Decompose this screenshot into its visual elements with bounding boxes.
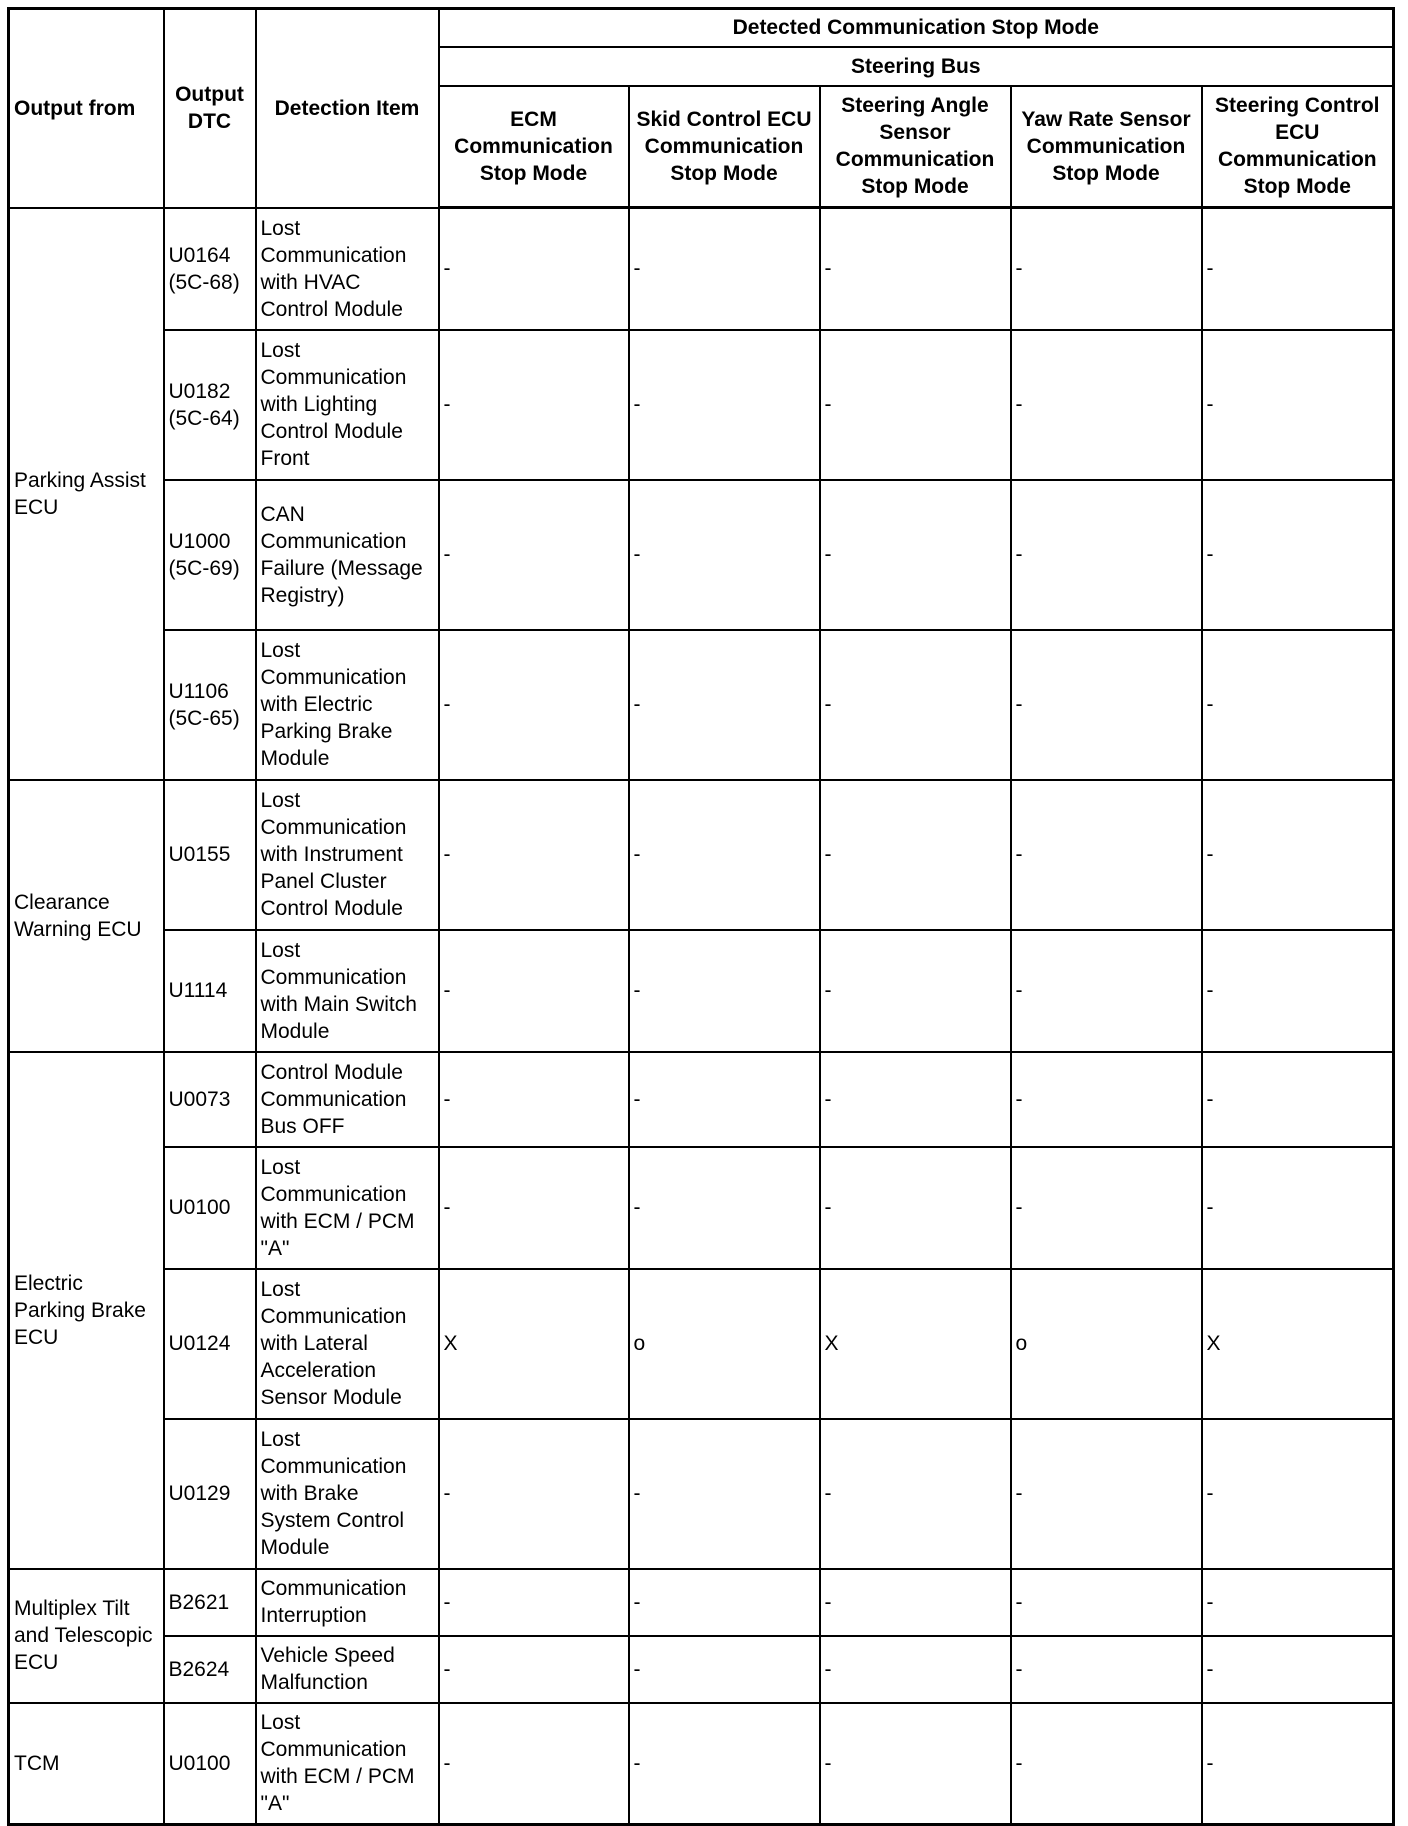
dtc-cell: B2624: [164, 1636, 256, 1703]
mode-value-cell: -: [629, 1703, 820, 1825]
mode-value-cell: -: [439, 930, 629, 1052]
table-row: [9, 630, 1394, 780]
dtc-cell: U0164 (5C-68): [164, 208, 256, 330]
dtc-cell: U0100: [164, 1147, 256, 1269]
mode-value-cell: -: [1011, 1636, 1202, 1703]
mode-value-cell: -: [820, 208, 1011, 330]
mode-value-cell: -: [820, 480, 1011, 630]
dtc-cell: U1114: [164, 930, 256, 1052]
table-row: [9, 1147, 1394, 1269]
mode-value-cell: -: [439, 208, 629, 330]
mode-value-cell: -: [629, 1636, 820, 1703]
detection-item-cell: CAN Communication Failure (Message Registry): [256, 480, 439, 630]
group-clearance-warning-ecu: Clearance Warning ECU: [9, 780, 164, 1052]
mode-value-cell: -: [1202, 780, 1394, 930]
header-mode-steering-angle: Steering Angle Sensor Communication Stop Mode: [820, 86, 1011, 208]
mode-value-cell: -: [439, 1147, 629, 1269]
mode-value-cell: -: [820, 1569, 1011, 1636]
mode-value-cell: -: [439, 1419, 629, 1569]
group-multiplex-tilt-telescopic-ecu: Multiplex Tilt and Telescopic ECU: [9, 1569, 164, 1703]
mode-value-cell: -: [1011, 930, 1202, 1052]
dtc-cell: U0155: [164, 780, 256, 930]
mode-value-cell: o: [1011, 1269, 1202, 1419]
mode-value-cell: -: [629, 930, 820, 1052]
dtc-cell: B2621: [164, 1569, 256, 1636]
dtc-cell: U1000 (5C-69): [164, 480, 256, 630]
table-row: [9, 480, 1394, 630]
mode-value-cell: -: [1011, 1419, 1202, 1569]
mode-value-cell: -: [439, 480, 629, 630]
mode-value-cell: -: [439, 1636, 629, 1703]
mode-value-cell: -: [1011, 480, 1202, 630]
mode-value-cell: o: [629, 1269, 820, 1419]
mode-value-cell: -: [1202, 480, 1394, 630]
detection-item-cell: Lost Communication with Lighting Control Module Front: [256, 330, 439, 480]
header-detection-item: Detection Item: [256, 9, 439, 208]
mode-value-cell: -: [820, 330, 1011, 480]
mode-value-cell: -: [439, 1703, 629, 1825]
table-row: [9, 1269, 1394, 1419]
mode-value-cell: -: [629, 1419, 820, 1569]
mode-value-cell: -: [1202, 208, 1394, 330]
mode-value-cell: -: [439, 630, 629, 780]
mode-value-cell: -: [629, 630, 820, 780]
mode-value-cell: -: [1011, 208, 1202, 330]
detection-item-cell: Lost Communication with Main Switch Module: [256, 930, 439, 1052]
mode-value-cell: -: [1011, 330, 1202, 480]
detection-item-cell: Lost Communication with ECM / PCM "A": [256, 1147, 439, 1269]
dtc-cell: U0100: [164, 1703, 256, 1825]
mode-value-cell: -: [1202, 1419, 1394, 1569]
table-row: [9, 1052, 1394, 1147]
table-row: [9, 930, 1394, 1052]
mode-value-cell: -: [1202, 630, 1394, 780]
mode-value-cell: X: [439, 1269, 629, 1419]
detection-item-cell: Vehicle Speed Malfunction: [256, 1636, 439, 1703]
mode-value-cell: -: [1011, 630, 1202, 780]
mode-value-cell: -: [1202, 330, 1394, 480]
mode-value-cell: -: [820, 780, 1011, 930]
mode-value-cell: -: [820, 1147, 1011, 1269]
dtc-cell: U0073: [164, 1052, 256, 1147]
header-mode-steering-control: Steering Control ECU Communication Stop Mode: [1202, 86, 1394, 208]
mode-value-cell: -: [629, 480, 820, 630]
detection-item-cell: Control Module Communication Bus OFF: [256, 1052, 439, 1147]
mode-value-cell: -: [1011, 1703, 1202, 1825]
mode-value-cell: X: [820, 1269, 1011, 1419]
mode-value-cell: -: [439, 330, 629, 480]
dtc-cell: U0182 (5C-64): [164, 330, 256, 480]
group-tcm: TCM: [9, 1703, 164, 1825]
header-output-from: Output from: [9, 9, 164, 208]
mode-value-cell: -: [629, 330, 820, 480]
mode-value-cell: -: [439, 1569, 629, 1636]
dtc-cell: U0129: [164, 1419, 256, 1569]
table-row: [9, 1703, 1394, 1825]
mode-value-cell: -: [1202, 1569, 1394, 1636]
dtc-cell: U0124: [164, 1269, 256, 1419]
detection-item-cell: Lost Communication with Electric Parking Brake Module: [256, 630, 439, 780]
dtc-cell: U1106 (5C-65): [164, 630, 256, 780]
mode-value-cell: -: [1202, 1703, 1394, 1825]
detection-item-cell: Communication Interruption: [256, 1569, 439, 1636]
detection-item-cell: Lost Communication with Instrument Panel Cluster Control Module: [256, 780, 439, 930]
mode-value-cell: -: [820, 1636, 1011, 1703]
mode-value-cell: -: [1202, 930, 1394, 1052]
detection-item-cell: Lost Communication with Brake System Control Module: [256, 1419, 439, 1569]
mode-value-cell: -: [1011, 780, 1202, 930]
header-mode-skid-control: Skid Control ECU Communication Stop Mode: [629, 86, 820, 208]
detection-item-cell: Lost Communication with HVAC Control Module: [256, 208, 439, 330]
table-row: [9, 208, 1394, 330]
group-parking-assist-ecu: Parking Assist ECU: [9, 208, 164, 780]
mode-value-cell: -: [820, 930, 1011, 1052]
mode-value-cell: X: [1202, 1269, 1394, 1419]
header-mode-ecm: ECM Communication Stop Mode: [439, 86, 629, 208]
mode-value-cell: -: [1202, 1636, 1394, 1703]
mode-value-cell: -: [629, 780, 820, 930]
mode-value-cell: -: [820, 1419, 1011, 1569]
mode-value-cell: -: [820, 1703, 1011, 1825]
table-row: [9, 330, 1394, 480]
header-output-dtc: Output DTC: [164, 9, 256, 208]
header-detected-mode: Detected Communication Stop Mode: [439, 9, 1394, 47]
mode-value-cell: -: [439, 1052, 629, 1147]
mode-value-cell: -: [1202, 1052, 1394, 1147]
mode-value-cell: -: [629, 208, 820, 330]
header-steering-bus: Steering Bus: [439, 47, 1394, 86]
dtc-communication-table: [7, 7, 1395, 1826]
mode-value-cell: -: [629, 1052, 820, 1147]
mode-value-cell: -: [629, 1569, 820, 1636]
table-row: [9, 1419, 1394, 1569]
table-row: [9, 1569, 1394, 1636]
mode-value-cell: -: [1011, 1052, 1202, 1147]
detection-item-cell: Lost Communication with Lateral Acceleration Sensor Module: [256, 1269, 439, 1419]
table-row: [9, 780, 1394, 930]
mode-value-cell: -: [1011, 1147, 1202, 1269]
detection-item-cell: Lost Communication with ECM / PCM "A": [256, 1703, 439, 1825]
mode-value-cell: -: [629, 1147, 820, 1269]
mode-value-cell: -: [820, 630, 1011, 780]
group-electric-parking-brake-ecu: Electric Parking Brake ECU: [9, 1052, 164, 1569]
header-mode-yaw-rate: Yaw Rate Sensor Communication Stop Mode: [1011, 86, 1202, 208]
table-row: [9, 1636, 1394, 1703]
mode-value-cell: -: [1011, 1569, 1202, 1636]
mode-value-cell: -: [820, 1052, 1011, 1147]
mode-value-cell: -: [439, 780, 629, 930]
mode-value-cell: -: [1202, 1147, 1394, 1269]
